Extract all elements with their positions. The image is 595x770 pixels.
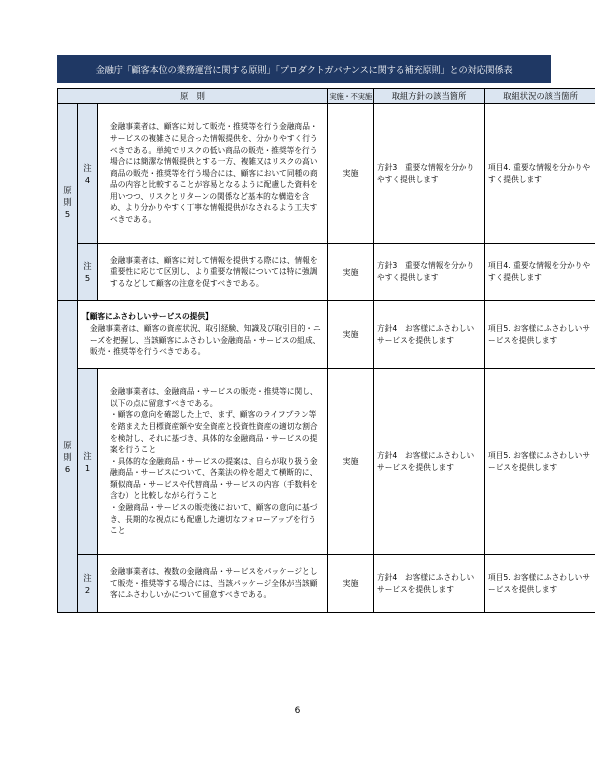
table-row xyxy=(58,369,595,555)
status-cell: 実施 xyxy=(328,369,374,555)
header-principle: 原 則 xyxy=(58,89,328,104)
principle-text: 金融事業者は、顧客に対して販売・推奨等を行う金融商品・サービスの複雑さに見合った情報提供を、分かりやすく行うべきである。単純でリスクの低い商品の販売・推奨等を行う場合には簡潔な情報提供とする一方、複雑又はリスクの高い商品の販売・推奨等を行う場合には、顧客において同種の商品の内容と比較することが容易となるように配慮した資料を用いつつ、リスクとリターンの関係など基本的な構造を含め、より分かりやすく丁寧な情報提供がなされるよう工夫すべきである。 xyxy=(98,104,328,244)
header-row xyxy=(58,89,595,104)
table-row xyxy=(58,104,595,244)
policy-reference: 方針4 お客様にふさわしいサービスを提供します xyxy=(374,301,485,369)
principle-text: 金融事業者は、複数の金融商品・サービスをパッケージとして販売・推奨等する場合には、当該パッケージ全体が当該顧客にふさわしいかについて留意すべきである。 xyxy=(98,555,328,613)
list-item: ・顧客の意向を確認した上で、まず、顧客のライフプラン等を踏まえた目標資産額や安全資産と投資性資産の適切な割合を検討し、それに基づき、具体的な金融商品・サービスの提案を行うこと xyxy=(110,410,318,455)
page-title: 金融庁「顧客本位の業務運営に関する原則」「プロダクトガバナンスに関する補充原則」との対応関係表 xyxy=(57,55,551,83)
document-body xyxy=(57,55,591,613)
principle-text: 【顧客にふさわしいサービスの提供】 金融事業者は、顧客の資産状況、取引経験、知識及び取引目的・ニーズを把握し、当該顧客にふさわしい金融商品・サービスの組成、販売・推奨等を行うべきである。 xyxy=(78,301,328,369)
principle-text: 金融事業者は、金融商品・サービスの販売・推奨等に関し、以下の点に留意すべきである。 ・顧客の意向を確認した上で、まず、顧客のライフプラン等を踏まえた目標資産額や安全資産と投資性資産の適切な割合を検討し、それに基づき、具体的な金融商品・サービスの提案を行うこと ・具体的な金融商品・サービスの提案は、自らが取り扱う金融商品・サービスについて、各業法の枠を超えて横断的に、類似商品・サービスや代替商品・サービスの内容（手数料を含む）と比較しながら行うこと ・金融商品・サービスの販売後において、顧客の意向に基づき、長期的な視点にも配慮した適切なフォローアップを行うこと xyxy=(98,369,328,555)
policy-reference: 方針3 重要な情報を分かりやすく提供します xyxy=(374,104,485,244)
principle-text: 金融事業者は、顧客に対して情報を提供する際には、情報を重要性に応じて区別し、より重要な情報については特に強調するなどして顧客の注意を促すべきである。 xyxy=(98,244,328,301)
progress-reference: 項目4. 重要な情報を分かりやすく提供します xyxy=(485,244,595,301)
group-label-principle-5: 原 則 5 xyxy=(58,104,78,301)
status-cell: 実施 xyxy=(328,104,374,244)
table-row xyxy=(58,301,595,369)
list-item: ・金融商品・サービスの販売後において、顧客の意向に基づき、長期的な視点にも配慮した適切なフォローアップを行うこと xyxy=(110,503,318,536)
list-item: ・具体的な金融商品・サービスの提案は、自らが取り扱う金融商品・サービスについて、各業法の枠を超えて横断的に、類似商品・サービスや代替商品・サービスの内容（手数料を含む）と比較しながら行うこと xyxy=(110,456,318,501)
progress-reference: 項目4. 重要な情報を分かりやすく提供します xyxy=(485,104,595,244)
status-cell: 実施 xyxy=(328,301,374,369)
note-label: 注 2 xyxy=(78,555,98,613)
table-row xyxy=(58,555,595,613)
status-cell: 実施 xyxy=(328,244,374,301)
correspondence-table xyxy=(57,88,595,613)
policy-reference: 方針3 重要な情報を分かりやすく提供します xyxy=(374,244,485,301)
header-progress: 取組状況の該当箇所 xyxy=(485,89,595,104)
status-cell: 実施 xyxy=(328,555,374,613)
progress-reference: 項目5. お客様にふさわしいサービスを提供します xyxy=(485,555,595,613)
header-implementation: 実施・不実施 xyxy=(328,89,374,104)
progress-reference: 項目5. お客様にふさわしいサービスを提供します xyxy=(485,301,595,369)
note-label: 注 5 xyxy=(78,244,98,301)
group-label-principle-6: 原 則 6 xyxy=(58,301,78,613)
progress-reference: 項目5. お客様にふさわしいサービスを提供します xyxy=(485,369,595,555)
note-label: 注 1 xyxy=(78,369,98,555)
note-label: 注 4 xyxy=(78,104,98,244)
table-row xyxy=(58,244,595,301)
policy-reference: 方針4 お客様にふさわしいサービスを提供します xyxy=(374,369,485,555)
page-number: 6 xyxy=(294,706,301,716)
section-heading: 【顧客にふさわしいサービスの提供】 xyxy=(82,312,213,322)
header-policy: 取組方針の該当箇所 xyxy=(374,89,485,104)
policy-reference: 方針4 お客様にふさわしいサービスを提供します xyxy=(374,555,485,613)
